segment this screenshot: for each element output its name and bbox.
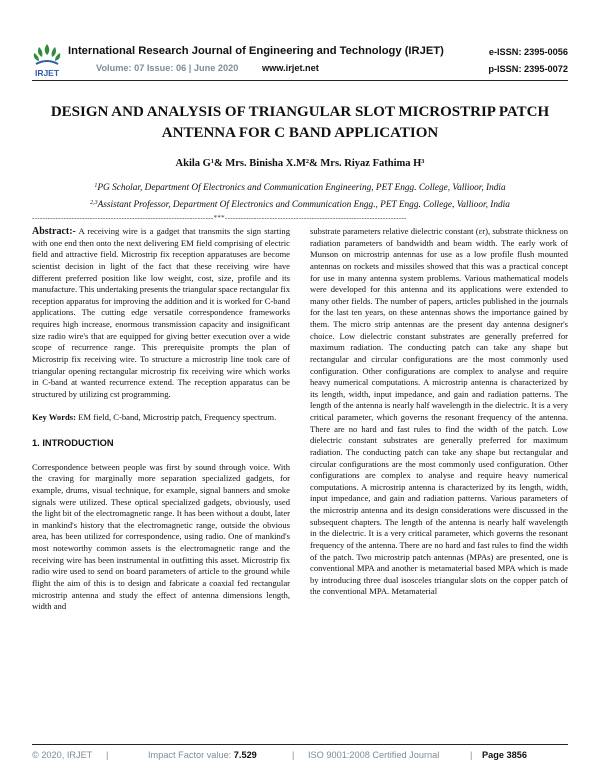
journal-name: International Research Journal of Engineering and Technology (IRJET) <box>68 45 444 57</box>
introduction-text-right: substrate parameters relative dielectric constant (εr), substrate thickness on radiation parameters of bandwidth and beam width. The early work of Munson on microstrip antennas for use as a low profile flush mounted antennas on rockets and missiles showed that this was a practical concept for use in many antenna system problems. Various mathematical models were developed for this antenna and its applications were extended to many other fields. The number of papers, articles published in the journals for the last ten years, on these antennas shows the importance gained by them. The micro strip antennas are the present day antenna designer's choice. Low dielectric constant substrates are generally preferred for maximum radiation. The conducting patch can take any shape but rectangular and circular configurations are the most commonly used configuration. Other configurations are complex to analyse and require heavy numerical computations. A microstrip antenna is characterized by its length, width, input impedance, and gain and radiation patterns. The length of the antenna is nearly half wavelength in the dielectric. It is a very critical parameter, which governs the resonant frequency of the antenna. There are no hard and fast rules to find the width of the patch. Low dielectric constant substrates are generally preferred for maximum radiation. The conducting patch can take any shape but rectangular and circular configurations are the most commonly used configuration. Other configurations are complex to analyse and require heavy numerical computations. A microstrip antenna is characterized by its length, width, input impedance, and gain and radiation patterns. Various parameters of the microstrip antenna and its design considerations were discussed in the subsequent chapters. The length of the antenna is nearly half wavelength in the dielectric. It is a very critical parameter, which governs the resonant frequency of the antenna. There are no hard and fast rules to find the width of the patch. Two microstrip patch antennas (MPAs) are presented, one is conventional MPA and another is metamaterial based MPA which is made by introducing three dual isosceles triangular slots on the copper patch of the conventional MPA. Metamaterial <box>310 226 568 597</box>
keywords <box>32 412 290 424</box>
affiliation-1-text: PG Scholar, Department Of Electronics and Communication Engineering, PET Engg. College, Vallioor, India <box>97 183 506 193</box>
affiliation-2-sup: 2,3 <box>90 200 98 206</box>
introduction-text-left: Correspondence between people was first by sound through voice. With the craving for marginally more separation specialized gadgets, for example, drums, visual technique, for example, signal banners and smoke signals were utilized. These optical specialized gadgets, obviously, used the light bit of the electromagnetic range. It has been without a doubt, later in mankind's history that the electromagnetic range, outside the obvious area, has been utilized for correspondence, using radio. One of mankind's most noteworthy common assets is the electromagnetic range and the receiving wire has been instrumental in outfitting this asset. Microstrip fix radio wire used to send on board parameters of article to the ground while flight the aim of this is to design and fabricate a coaxial fed rectangular microstrip antenna and study the effect of antenna dimensions length, width and <box>32 461 290 612</box>
right-column <box>310 226 568 598</box>
page-label: Page <box>482 750 504 760</box>
e-issn: e-ISSN: 2395-0056 <box>488 47 568 57</box>
paper-title: DESIGN AND ANALYSIS OF TRIANGULAR SLOT MICROSTRIP PATCH ANTENNA FOR C BAND APPLICATION <box>50 104 550 141</box>
affiliation-2-text: Assistant Professor, Department Of Electronics and Communication Engg., PET Engg. College, Vallioor, India <box>97 200 510 210</box>
separator-line: ---------------------------------------------------------------------***--------------------------------------------------------------------- <box>32 214 407 222</box>
affiliation-1-sup: 1 <box>94 183 98 189</box>
abstract-label: Abstract:- <box>32 226 76 237</box>
header-rule <box>32 80 568 81</box>
affiliation-2 <box>30 200 570 210</box>
footer-copyright: © 2020, IRJET <box>32 750 93 760</box>
affiliation-1 <box>30 183 570 193</box>
irjet-logo <box>30 42 64 80</box>
p-issn: p-ISSN: 2395-0072 <box>488 64 568 74</box>
authors: Akila G¹& Mrs. Binisha X.M²& Mrs. Riyaz Fathima H³ <box>175 158 425 169</box>
logo-wordmark: IRJET <box>34 68 60 78</box>
impact-factor <box>148 750 257 760</box>
keywords-text: EM field, C-band, Microstrip patch, Frequency spectrum. <box>76 412 277 423</box>
journal-url[interactable]: www.irjet.net <box>262 63 319 73</box>
impact-label: Impact Factor value: <box>148 750 232 760</box>
page-number <box>482 750 527 760</box>
impact-value: 7.529 <box>233 750 257 760</box>
footer-rule <box>32 744 568 745</box>
page-value: 3856 <box>506 750 527 760</box>
keywords-label: Key Words: <box>32 412 77 423</box>
page-header <box>0 0 600 90</box>
volume-issue: Volume: 07 Issue: 06 | June 2020 <box>96 63 239 73</box>
abstract <box>32 226 290 400</box>
abstract-text: A receiving wire is a gadget that transmits the sign starting with one end then onto the next delivering EM field comprising of electric field and attractive field. Microstrip fix reception apparatuses are become scientist decision in light of the fact that these receiving wire have different preferred position like low weight, cost, size, profile and its manufacture. This undertaking presents the triangular space rectangular fix reception apparatus for improving the addition and it is worked for C-band applications. The cutting edge versatile correspondence frameworks requires high increase, enormous transmission capacity and insignificant size radio wire's that are equipped for giving better execution over a wide scope of recurrence range. This prerequisite prompts the plan of Microstrip fix receiving wire. To structure a microstrip line took care of triangular opening rectangular microstrip fix receiving wire which works in C-band at wanted recurrence extend. The reception apparatus can be structured by utilizing cst programming. <box>32 226 290 399</box>
iso-certification: ISO 9001:2008 Certified Journal <box>308 750 440 760</box>
left-column <box>32 226 290 613</box>
section-heading-introduction: 1. INTRODUCTION <box>32 438 114 448</box>
